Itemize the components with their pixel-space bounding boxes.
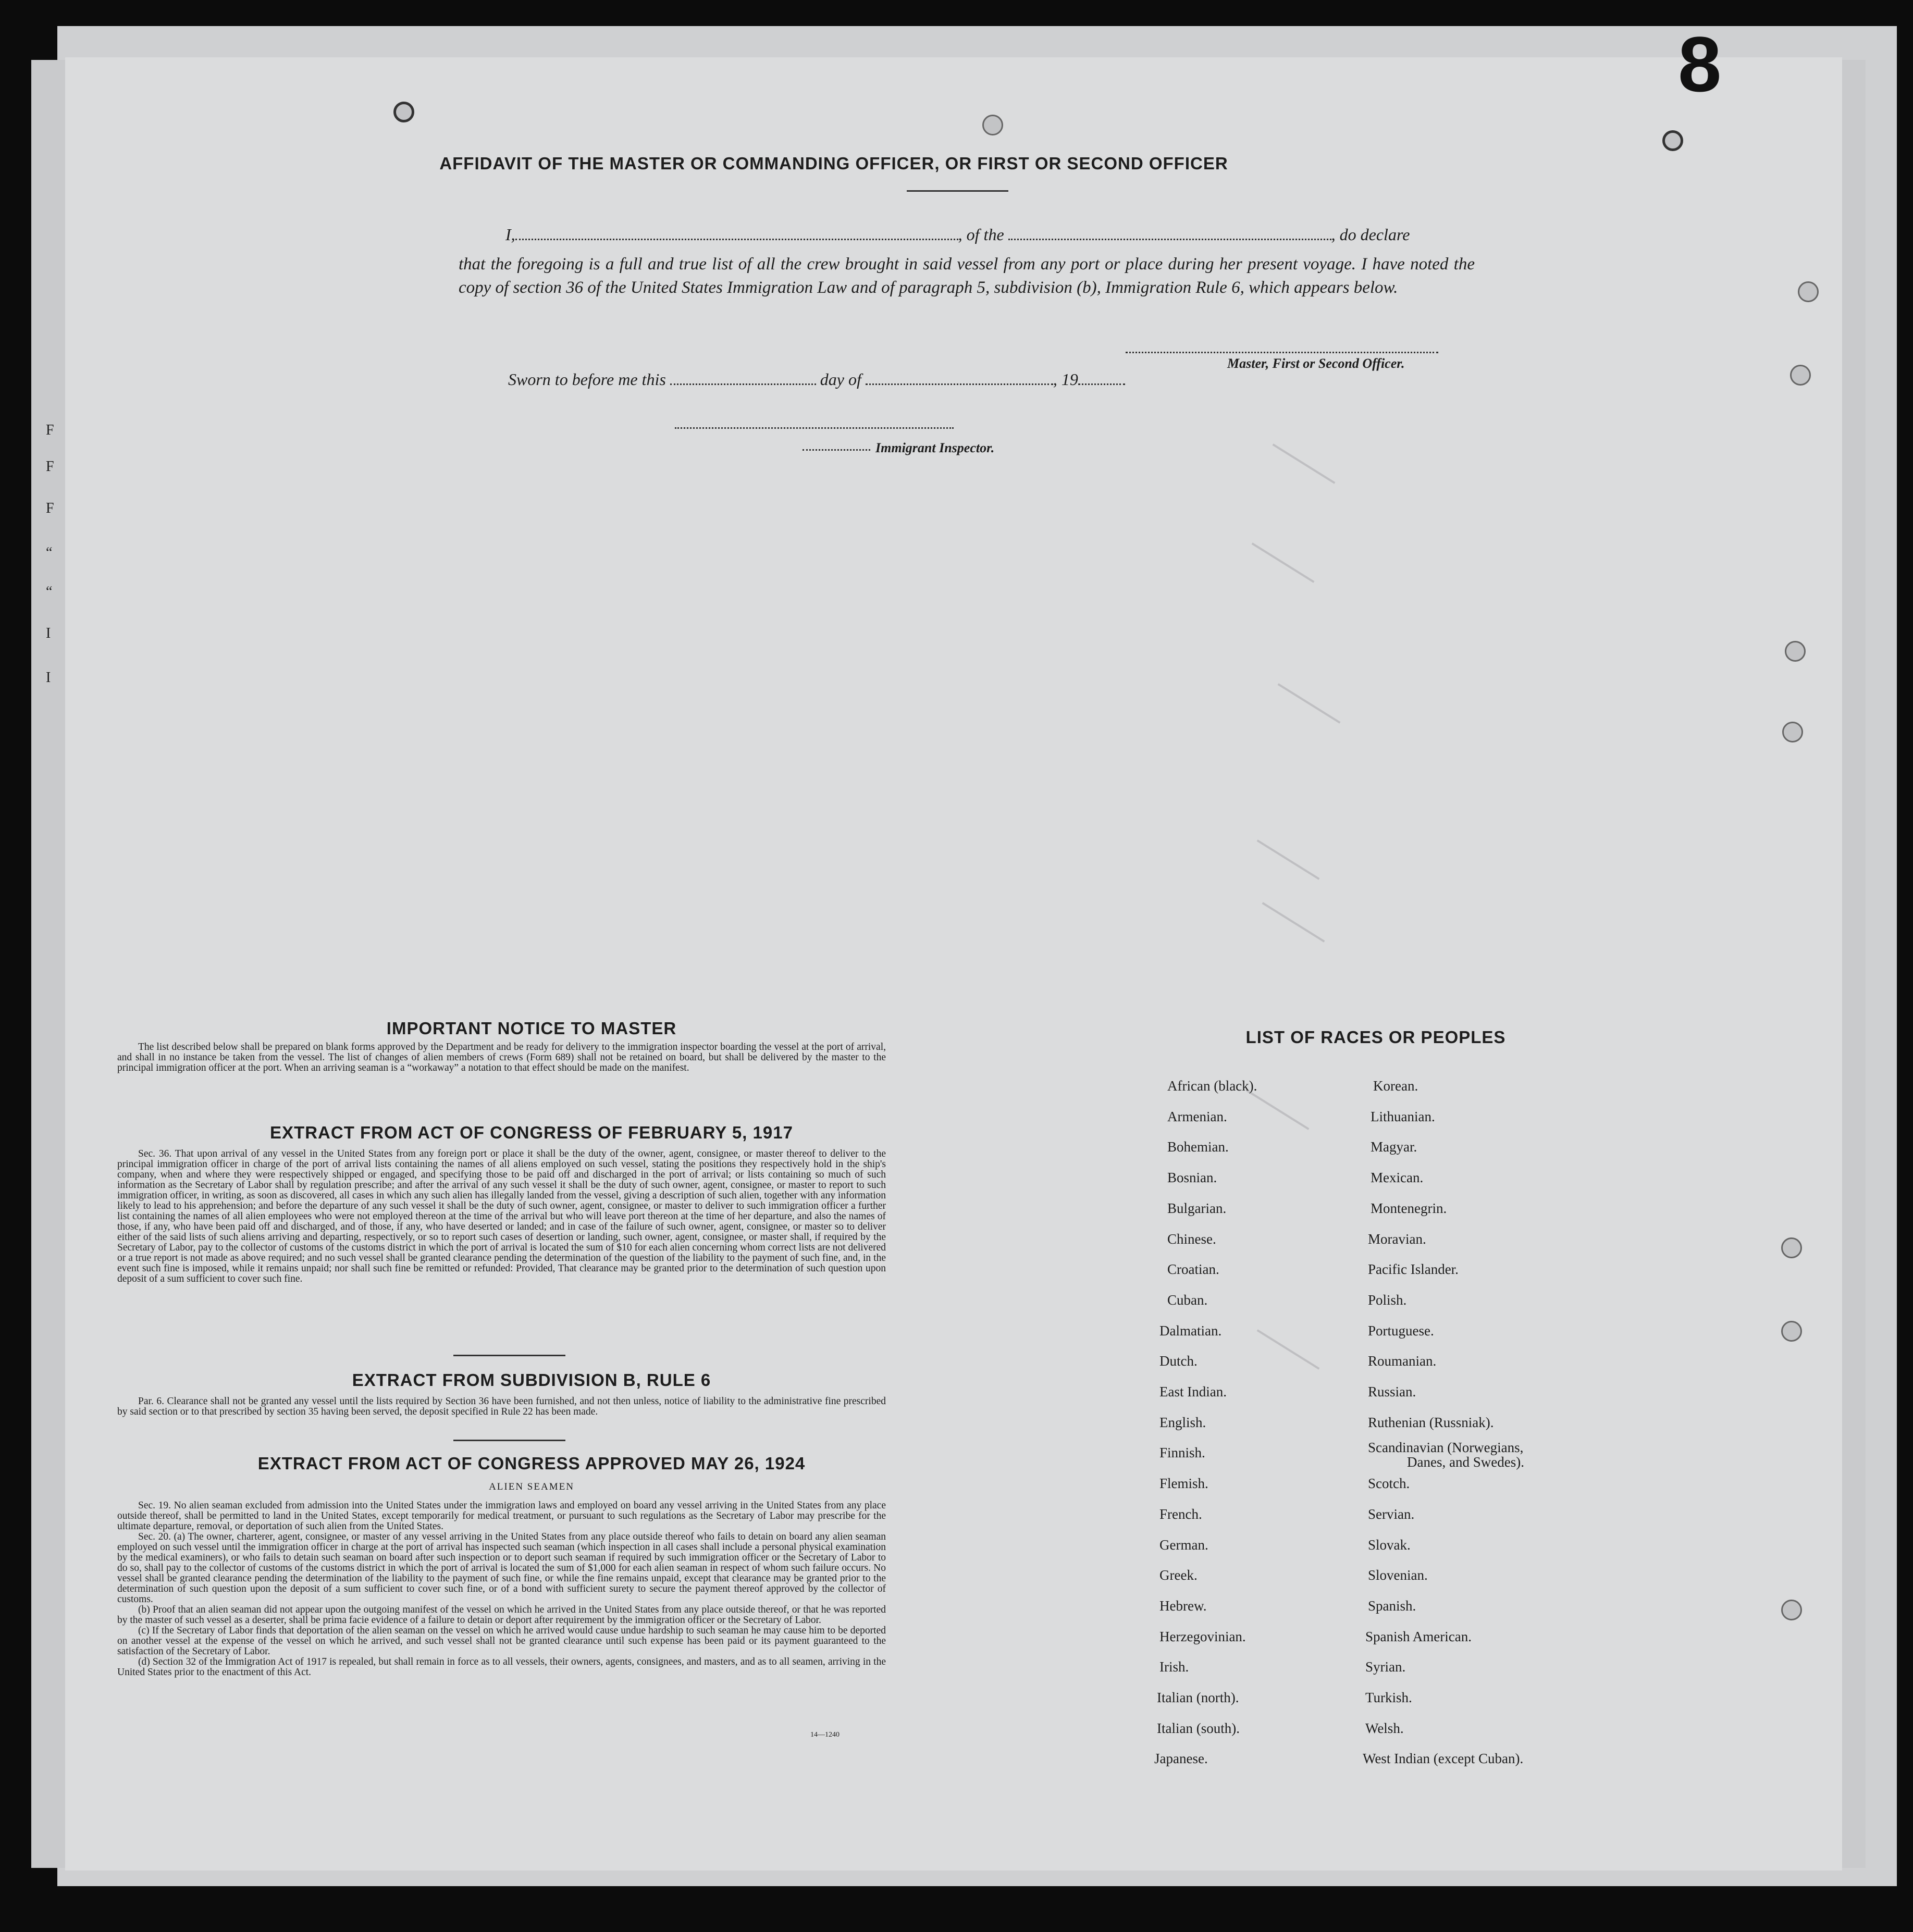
race-item: Slovenian.: [1368, 1567, 1428, 1583]
race-item: Herzegovinian.: [1159, 1628, 1246, 1644]
punch-hole: [1790, 365, 1811, 386]
year-blank: [1078, 383, 1125, 385]
punch-hole: [1781, 1600, 1802, 1620]
race-item: French.: [1159, 1506, 1202, 1522]
master-signature-caption: Master, First or Second Officer.: [1227, 356, 1405, 371]
inspector-caption: Immigrant Inspector.: [875, 440, 995, 455]
race-item: Korean.: [1373, 1078, 1418, 1094]
race-item: Hebrew.: [1159, 1597, 1207, 1614]
race-item: Irish.: [1159, 1659, 1189, 1675]
race-item: Chinese.: [1167, 1231, 1216, 1247]
race-item: Spanish.: [1368, 1597, 1416, 1614]
year-label: , 19: [1053, 370, 1078, 389]
section-rule: [453, 1440, 565, 1441]
race-item: Russian.: [1368, 1384, 1416, 1400]
race-item: Slovak.: [1368, 1537, 1411, 1553]
race-item: Scotch.: [1368, 1476, 1410, 1492]
declare-label: , do declare: [1331, 225, 1410, 244]
race-item: Portuguese.: [1368, 1322, 1434, 1339]
extract-1917-text: [117, 1149, 886, 1284]
race-item: Croatian.: [1167, 1261, 1219, 1278]
sec-1924-paragraph: (b) Proof that an alien seaman did not appear upon the outgoing manifest of the vessel on which he arrived in the United States from any place outside thereof, or that he was reported by the master of such vessel as a deserter, shall be prima facie evidence of a failure to detain or deport after requirement by the immigration officer or the Secretary of Labor.: [117, 1604, 886, 1626]
affidavit-title: AFFIDAVIT OF THE MASTER OR COMMANDING OFFICER, OR FIRST OR SECOND OFFICER: [439, 154, 1228, 173]
punch-hole: [1782, 722, 1803, 742]
race-item: Syrian.: [1365, 1659, 1406, 1675]
race-item: Scandinavian (Norwegians,: [1368, 1440, 1524, 1456]
section-rule: [453, 1355, 565, 1356]
margin-mark: “: [46, 544, 53, 561]
race-item: Ruthenian (Russniak).: [1368, 1414, 1494, 1430]
margin-mark: I: [46, 625, 51, 641]
race-item: West Indian (except Cuban).: [1363, 1751, 1524, 1767]
sec-1924-paragraph: (d) Section 32 of the Immigration Act of 1917 is repealed, but shall remain in force as to all vessels, their owners, agents, consignees, and masters, and as to all seamen, arriving in the United States prior to the enactment of this Act.: [117, 1656, 886, 1678]
margin-mark: F: [46, 422, 54, 438]
punch-hole: [1785, 641, 1806, 662]
race-item-continuation: Danes, and Swedes).: [1407, 1454, 1524, 1470]
affidavit-body: that the foregoing is a full and true list of all the crew brought in said vessel from any port or place during her present voyage. I have noted the copy of section 36 of the United States Immigration Law and of paragraph 5, subdivision (b), Immigration Rule 6, which appears below.: [459, 255, 1475, 297]
title-rule: [907, 190, 1008, 192]
extract-rule6-title: EXTRACT FROM SUBDIVISION B, RULE 6: [352, 1370, 711, 1390]
notice-paragraph: The list described below shall be prepared on blank forms approved by the Department and be ready for delivery to the immigration inspector boarding the vessel at the port of arrival, and shall in no instance be taken from the vessel. The list of changes of alien members of crews (Form 689) shall not be retained on board, but shall be delivered by the master to the principal immigration officer at the port. When an arriving seaman is a “workaway” a notation to that effect should be made on the manifest.: [117, 1042, 886, 1073]
punch-hole: [1798, 281, 1819, 302]
notice-text: [117, 1042, 886, 1073]
month-blank: [866, 383, 1053, 385]
margin-mark: F: [46, 500, 54, 516]
margin-mark: “: [46, 584, 53, 600]
race-item: Lithuanian.: [1371, 1108, 1435, 1124]
races-title: LIST OF RACES OR PEOPLES: [1245, 1027, 1506, 1047]
sworn-label: Sworn to before me this: [508, 370, 666, 389]
punch-hole: [982, 115, 1003, 135]
extract-1924-title: EXTRACT FROM ACT OF CONGRESS APPROVED MAY 26, 1924: [257, 1454, 806, 1473]
punch-hole: [1781, 1237, 1802, 1258]
vessel-blank: [1008, 239, 1331, 240]
race-item: Spanish American.: [1365, 1628, 1472, 1644]
extract-1917-title: EXTRACT FROM ACT OF CONGRESS OF FEBRUARY 5, 1917: [270, 1123, 793, 1142]
sworn-line: [508, 370, 1125, 389]
race-item: Polish.: [1368, 1292, 1407, 1308]
sec-36-paragraph: Sec. 36. That upon arrival of any vessel in the United States from any foreign port or place it shall be the duty of the owner, agent, consignee, or master thereof to deliver to the principal immigration officer in charge of the port of arrival lists containing the names of all aliens employed on such vessel, stating the positions they respectively hold in the ship's company, when and where they were respectively shipped or engaged, and specifying those to be paid off and discharged in the port of arrival; or lists containing so much of such information as the Secretary of Labor shall by regulation prescribe; and after the arrival of any such vessel it shall be the duty of such owner, agent, consignee, or master to report to such immigration officer, in writing, as soon as discovered, all cases in which any such alien has illegally landed from the vessel, giving a description of such alien, together with any information likely to lead to his apprehension; and before the departure of any such vessel it shall be the duty of such owner, agent, consignee, or master to deliver to such immigration officer a further list containing the names of all alien employees who were not employed thereon at the time of the arrival but who will leave port thereon at the time of her departure, and also the names of those, if any, who have been paid off and discharged, and of those, if any, who have deserted or landed; and in case of the failure of such owner, agent, consignee, or master so to deliver either of the said lists of such aliens arriving and departing, respectively, or so to report such cases of desertion or landing, such owner, agent, consignee, or master shall, if required by the Secretary of Labor, pay to the collector of customs of the customs district in which the port of arrival is located the sum of $10 for each alien concerning whom correct lists are not delivered or a true report is not made as above required; and no such vessel shall be granted clearance pending the determination of the question of the liability to the payment of such fine, and, in the event such fine is imposed, while it remains unpaid; nor shall such fine be remitted or refunded: Provided, That clearance may be granted prior to the determination of such question upon deposit of a sum sufficient to cover such fine.: [117, 1148, 886, 1284]
form-code: 14—1240: [810, 1731, 840, 1739]
race-item: Italian (south).: [1157, 1720, 1240, 1736]
race-item: Servian.: [1368, 1506, 1415, 1522]
name-blank: [515, 239, 958, 240]
race-item: Cuban.: [1167, 1292, 1208, 1308]
margin-mark: I: [46, 670, 51, 686]
race-item: Finnish.: [1159, 1445, 1205, 1461]
race-item: Roumanian.: [1368, 1353, 1437, 1369]
race-item: Dalmatian.: [1159, 1322, 1222, 1339]
race-item: Moravian.: [1368, 1231, 1426, 1247]
declaration-line: [505, 225, 1410, 244]
race-item: Bohemian.: [1167, 1139, 1229, 1155]
inspector-signature-line: [675, 427, 954, 429]
sec-1924-paragraph: (c) If the Secretary of Labor finds that deportation of the alien seaman on the vessel on which he arrived would cause undue hardship to such seaman he may cause him to be deported on another vessel at the expense of the vessel on which he arrived, and such vessel shall not be granted clearance until such expense has been paid or its payment guaranteed to the satisfaction of the Secretary of Labor.: [117, 1625, 886, 1657]
punch-hole: [1662, 130, 1683, 151]
of-the-label: , of the: [958, 225, 1004, 244]
race-item: Mexican.: [1371, 1170, 1424, 1186]
sec-1924-paragraph: Sec. 20. (a) The owner, charterer, agent, consignee, or master of any vessel arriving in the United States from any place outside thereof who fails to detain on board any alien seaman employed on such vessel until the immigration officer in charge at the port of arrival has inspected such seaman (which inspection in all cases shall include a personal physical examination by the medical examiners), or who fails to detain such seaman on board after such inspection or to deport such seaman if required by such immigration officer or the Secretary of Labor to do so, shall pay to the collector of customs of the customs district in which the port of arrival is located the sum of $1,000 for each alien seaman in respect of whom such failure occurs. No vessel shall be granted clearance pending the determination of the liability to the payment of such fine, or while the fine remains unpaid, except that clearance may be granted prior to the determination of such question upon the deposit of a sum sufficient to cover such fine, or of a bond with sufficient surety to secure the payment thereof approved by the collector of customs.: [117, 1531, 886, 1605]
extract-1924-text: [117, 1501, 886, 1678]
day-blank: [670, 383, 816, 385]
race-item: Italian (north).: [1157, 1690, 1239, 1705]
punch-hole: [393, 102, 414, 122]
race-item: Pacific Islander.: [1368, 1261, 1459, 1278]
margin-mark: F: [46, 459, 54, 475]
race-item: East Indian.: [1159, 1384, 1227, 1400]
race-item: African (black).: [1167, 1078, 1257, 1094]
race-item: Montenegrin.: [1371, 1200, 1447, 1216]
race-item: German.: [1159, 1537, 1208, 1553]
race-item: Bulgarian.: [1167, 1200, 1227, 1216]
race-item: English.: [1159, 1414, 1206, 1430]
race-item: Magyar.: [1371, 1139, 1417, 1155]
extract-rule6-text: [117, 1396, 886, 1417]
alien-seamen-subtitle: ALIEN SEAMEN: [489, 1481, 574, 1492]
notice-title: IMPORTANT NOTICE TO MASTER: [386, 1019, 677, 1038]
race-item: Turkish.: [1365, 1690, 1412, 1705]
race-item: Greek.: [1159, 1567, 1198, 1583]
race-item: Japanese.: [1154, 1751, 1208, 1767]
day-of-label: day of: [820, 370, 861, 389]
race-item: Armenian.: [1167, 1108, 1227, 1124]
master-signature-line: [1126, 352, 1438, 353]
sheet-number: 8: [1678, 20, 1722, 108]
inspector-caption-dots: [803, 449, 870, 451]
punch-hole: [1781, 1321, 1802, 1342]
i-label: I,: [505, 225, 515, 244]
par-6-paragraph: Par. 6. Clearance shall not be granted any vessel until the lists required by Section 36 have been furnished, and not then unless, notice of liability to the administrative fine prescribed by said section or to that prescribed by section 35 having been served, the deposit specified in Rule 22 has been made.: [117, 1396, 886, 1417]
race-item: Bosnian.: [1167, 1170, 1217, 1186]
race-item: Welsh.: [1365, 1720, 1404, 1736]
race-item: Dutch.: [1159, 1353, 1198, 1369]
race-item: Flemish.: [1159, 1476, 1208, 1492]
sec-1924-paragraph: Sec. 19. No alien seaman excluded from admission into the United States under the immigration laws and employed on board any vessel arriving in the United States from any place outside thereof, shall be permitted to land in the United States, except temporarily for medical treatment, or pursuant to such regulations as the Secretary of Labor may prescribe for the ultimate departure, removal, or deportation of such alien from the United States.: [117, 1500, 886, 1532]
